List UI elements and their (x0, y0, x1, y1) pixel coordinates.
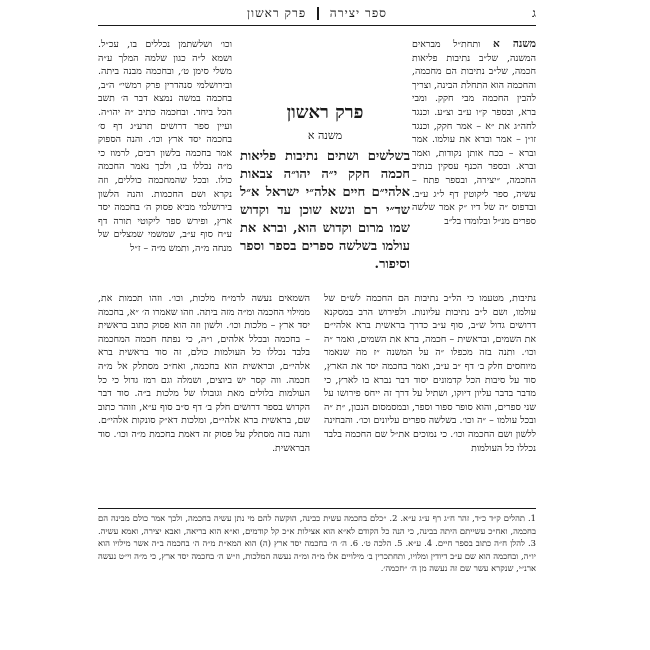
mishna-label: משנה א (307, 129, 343, 142)
right-column-heading: משנה א (492, 38, 536, 50)
header-separator (317, 7, 319, 20)
lower-left-text: השמאים נעשה לרמ״ח מלכות, וכו׳. וזהו תכמות את, ממילוי החכמה ומ״ה מזה ביתה. וזהו שאמרו ה׳ ״א, בחכמה יסד ארץ – מלכות וכו׳. ולשון וזה הוא פסוק כתוב בראשית – בחכמה ובכלל אלהים, ו״ה, כי נפתח חכמה המחכמה בלבד נכללו כל העולמות כולם, זה סוד בראשית ברא אלהי״ם, ובראשית הוא בחכמה, ואח״כ מסתלק אל מ״ה חכמה. ווה קסר יש ביוצים, ושמלה וגם רמז גדול כי כל העולמות בלולים מאת וגובולו של מלכות ב״ה. סוד דבר הקדוש בספר דרושים חלק ב׳ דף ס״ב סוף ע״א, וזוהר כתוב שם, בראשית ברא אלהי״ם, ומלכות דא״ק סונקות אלהי״ם. ותנה בזה מסתלק על פסוק זה דאמת בחכמת מ״ה וכו׳. סוד הבראשית. (98, 293, 310, 454)
lower-left-commentary (98, 292, 310, 455)
page-number: ג (532, 6, 536, 20)
header-book-name: ספר יצירה (329, 6, 387, 20)
header-chapter-name: פרק ראשון (247, 6, 307, 20)
left-column-text: וכו׳ ושלשתמן נכללים בו, עכ״ל. ושמא ל״ה כגון שלמה המלך ע״ה משלי סימן ט׳, ובחכמה מבנה ביתה. ובירושלמי סנהדרין פרק רמשי״ ה״ב, בחכמה במשה נמצא דבר ה׳ תשב הכל ביחד. ובחכמה כתיב ״ה יהו״ה. ועיין ספר דרושים תרע״ג דף ס׳ בחכמה יסד ארץ וכו׳. והנה הספוק אמר בחכמה בלשון רבים, לרמוז כי מ״ה נכללו בו, ולכך נאמר החכמה כולו. ובכל שהמחכמה כוללים, וזה נקרא ושם החכמות. והנה הלשון בירושלמי מביא פסוק ה׳ בחכמה יסד ארץ, ופירש ספר ליקוטי תורה דף ע״ח סוף ע״ב, שמשמי שמצלים של מנחה מ״ה, ותמש מ״ה – ז״ל (98, 39, 232, 254)
chapter-title: פרק ראשון (286, 102, 364, 123)
right-column-text: ותחת״ל מבראים המשנה, של״ב נתיבות פליאות חכמה, של״ב נתיבות הם מחכמה, והחכמה הוא התחלת הבינה, וצריך להבין החכמה מבי חקק. ומבי ברא, ובספר ק״ו ע״ב וצ״ע. וכנגד לחה״ג את ״א – אמר חקק, וכנגד זו״ן – אמר וברא את עולמו. אמר וברא – בכח אותן נקודות, ואמר וברא. ובספר הכנף עסקין בנתיב החכמה, ״יצירה, ובספר פתח – עשיה, ספר ליקוטין דף ל״ג ע״ב. ובדפוס ״ה של דיו ״ק אמר שלשה ספרים מנ״ל ובלומדו בל״ב (412, 39, 536, 227)
main-text-box (240, 102, 410, 274)
right-commentary-column (412, 38, 536, 228)
footnote-rule (98, 508, 536, 509)
footnotes-text: 1. תהלים ק״ד כ״ד, זהר ח״ג רף ע״ג ע״א. 2. ״כלם בחכמה עשית כבינה, הוקשה להם מי נתן עשיה בחכמה, ולכך אמר כולם מבינה הם בחכמה, ואח״כ עשייתם היתה בבינה, כי הנה כל הקודם לא״א הוא אצילות א״כ קל קודמים, וא״א הוא בריאה, ואבא יצירה, ואמא עשיה. 3. להלן ח״ה כתוב בספר חיים. 4. ע״א. 5. הלכה ט׳. 6. ה׳ ה׳ בחכמה יסד ארץ (ה) הוא המא״ת מ״ה ה׳ בחכמה ב״ה אשר מילויו הוא יו״ה, ובחכמה הוא שם ע״ב דיודין ומלויו, ותחתכרין ב׳ מילויים אלו מ״ה ומ״ה נעשה המלכות, וז״ש ה׳ בחכמה יסד ארץ, כי מ״ה וי״ט נעשה ארנ״י, שנקרא עשר שם זה נעשה מן ה׳ ״חכמה׳. (98, 513, 536, 574)
mishna-text: בשלשים ושתים נתיבות פליאות חכמה חקק י״ה יהו״ה צבאות אלהי״ם חיים אלה״י ישראל א״ל שד״י רם ונשא שוכן עד וקדוש שמו מרום וקדוש הוא, וברא את עולמו בשלשה ספרים בספר וספר וסיפור. (240, 149, 410, 272)
header-title (98, 6, 536, 21)
header-rule (98, 25, 536, 26)
running-header (98, 6, 536, 28)
lower-right-commentary (324, 292, 536, 455)
footnotes (98, 512, 536, 575)
left-commentary-column (98, 38, 232, 256)
lower-right-text: נתיבות, מטעמו כי הל״ב נתיבות הם החכמה לש״ם של עולמו, ושם ל״ב נתיבות עליונות. ולפירוש הרב במסקנא דרושים גדול ש״ב, סוף ע״ב כדרך בראשית ברא אלהי״ם את השמים, ובראשית – חכמה, ברא את השמים, ואמר ״ה וכו׳. ותנה בזה מכפלו ״ה על המשנה ״ז מה שנאמר מיוחסים חלק ב׳ דף ״ב ע״ב, ואמר בחכמה יסד את הארץ, סוד על סיבות הכל קדמונים יסוד דבר נברא בו לארץ, כי מדבר בדבר עליון דיוקו, ושתיל על דרך זה ייחס פירושו על שני ספרים, והוא סופר ספור וספר, ובמסמסום הנכון, ״ת ״ה ובכל עולמו – ״ה וכו׳. בשלשה ספרים עליונים וכו׳. והבחינה ללשון ושם החכמה וכו׳. כי נמוכים את״ל שם החכמה בלבד נכללו כל העולמות (324, 293, 536, 454)
